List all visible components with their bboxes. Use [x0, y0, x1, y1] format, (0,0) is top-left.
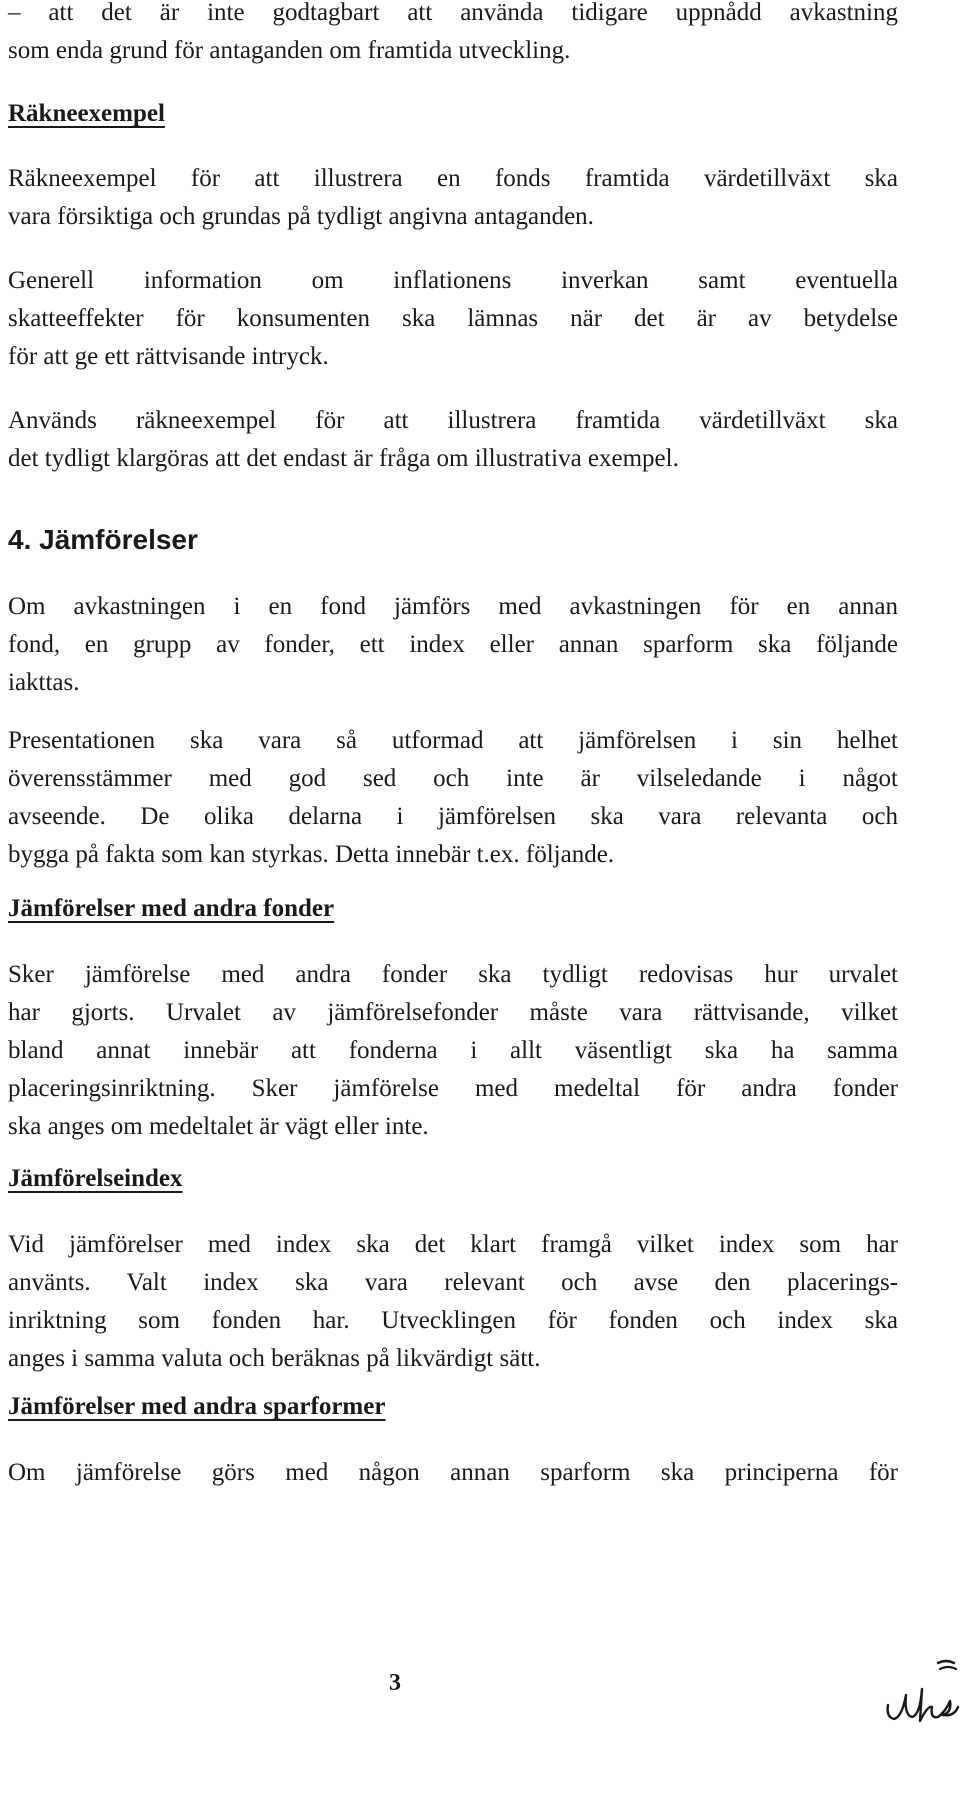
- rakneexempel-paragraph-2: [8, 262, 898, 376]
- text-line: för att ge ett rättvisande intryck.: [8, 343, 329, 370]
- text-line: Vid jämförelser med index ska det klart framgå vilket index som har: [8, 1231, 898, 1258]
- handwritten-initials-icon: [880, 1655, 960, 1735]
- section-4-heading: 4. Jämförelser: [8, 524, 198, 555]
- text-line: vara försiktiga och grundas på tydligt angivna antaganden.: [8, 203, 594, 230]
- text-line: Sker jämförelse med andra fonder ska tydligt redovisas hur urvalet: [8, 961, 898, 988]
- text-line: som enda grund för antaganden om framtida utveckling.: [8, 37, 571, 64]
- text-line: överensstämmer med god sed och inte är vilseledande i något: [8, 765, 898, 792]
- text-line: – att det är inte godtagbart att använda tidigare uppnådd avkastning: [8, 0, 898, 26]
- page-number: 3: [389, 1670, 401, 1696]
- jamforelseindex-heading: Jämförelseindex: [8, 1165, 183, 1192]
- text-line: använts. Valt index ska vara relevant och avse den placerings-: [8, 1269, 898, 1296]
- jamforelseindex-paragraph: [8, 1226, 898, 1378]
- text-line: iakttas.: [8, 669, 80, 696]
- text-line: har gjorts. Urvalet av jämförelsefonder måste vara rättvisande, vilket: [8, 999, 898, 1026]
- text-line: Presentationen ska vara så utformad att jämförelsen i sin helhet: [8, 727, 898, 754]
- andra-fonder-heading: Jämförelser med andra fonder: [8, 895, 335, 922]
- text-line: Används räkneexempel för att illustrera framtida värdetillväxt ska: [8, 407, 898, 434]
- sparformer-paragraph: [8, 1454, 898, 1492]
- text-line: Räkneexempel för att illustrera en fonds framtida värdetillväxt ska: [8, 165, 898, 192]
- text-line: Om jämförelse görs med någon annan sparform ska principerna för: [8, 1459, 898, 1486]
- text-line: Om avkastningen i en fond jämförs med avkastningen för en annan: [8, 593, 898, 620]
- text-line: skatteeffekter för konsumenten ska lämnas när det är av betydelse: [8, 305, 898, 332]
- text-line: det tydligt klargöras att det endast är fråga om illustrativa exempel.: [8, 445, 679, 472]
- text-line: fond, en grupp av fonder, ett index eller annan sparform ska följande: [8, 631, 898, 658]
- text-line: avseende. De olika delarna i jämförelsen ska vara relevanta och: [8, 803, 898, 830]
- rakneexempel-paragraph-1: [8, 160, 898, 236]
- intro-paragraph: [8, 0, 898, 70]
- rakneexempel-heading: Räkneexempel: [8, 100, 165, 127]
- text-line: bygga på fakta som kan styrkas. Detta innebär t.ex. följande.: [8, 841, 615, 868]
- section-4-paragraph-1: [8, 588, 898, 702]
- text-line: inriktning som fonden har. Utvecklingen för fonden och index ska: [8, 1307, 898, 1334]
- text-line: ska anges om medeltalet är vägt eller inte.: [8, 1113, 429, 1140]
- rakneexempel-paragraph-3: [8, 402, 898, 478]
- text-line: placeringsinriktning. Sker jämförelse med medeltal för andra fonder: [8, 1075, 898, 1102]
- sparformer-heading: Jämförelser med andra sparformer: [8, 1393, 386, 1420]
- text-line: anges i samma valuta och beräknas på likvärdigt sätt.: [8, 1345, 541, 1372]
- text-line: Generell information om inflationens inverkan samt eventuella: [8, 267, 898, 294]
- section-4-paragraph-2: [8, 722, 898, 874]
- andra-fonder-paragraph: [8, 956, 898, 1146]
- text-line: bland annat innebär att fonderna i allt väsentligt ska ha samma: [8, 1037, 898, 1064]
